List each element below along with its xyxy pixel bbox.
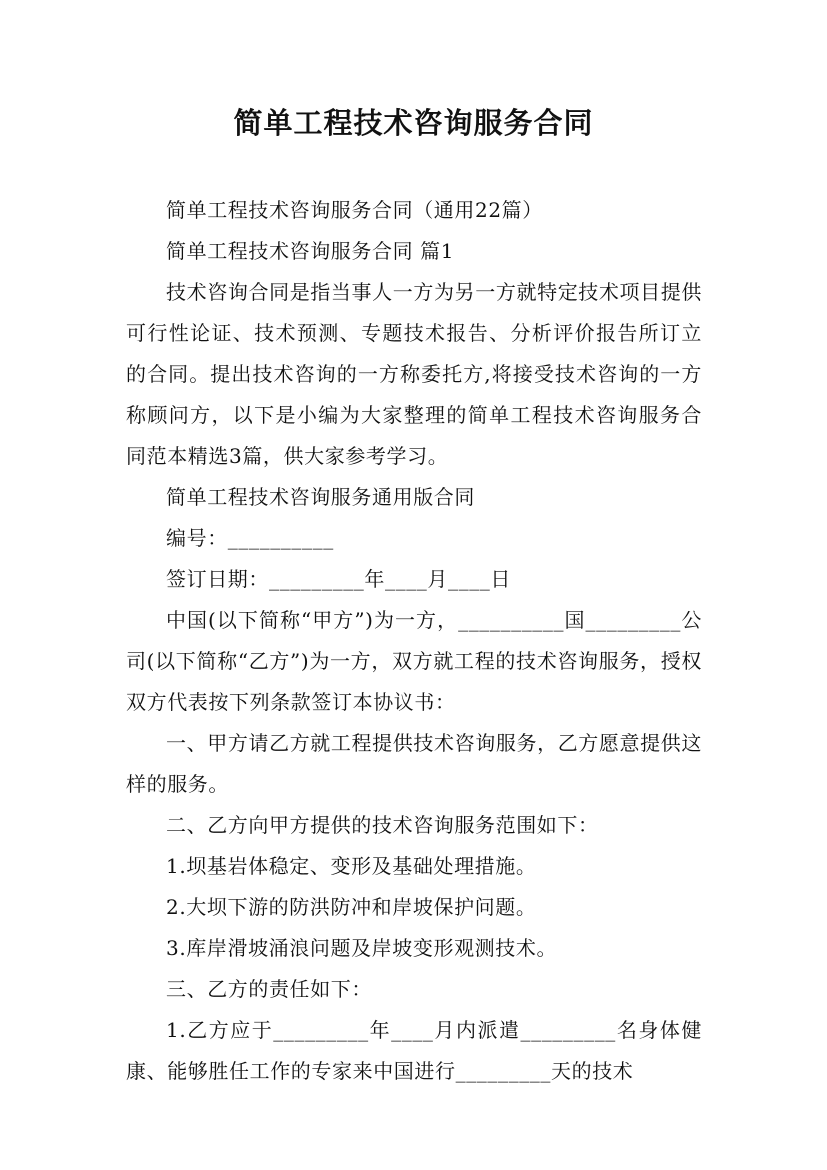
paragraph-subtitle: 简单工程技术咨询服务合同（通用22篇）	[166, 198, 543, 222]
paragraph-item-3: 3.库岸滑坡涌浪问题及岸坡变形观测技术。	[166, 936, 558, 960]
paragraph-contract-name: 简单工程技术咨询服务通用版合同	[166, 485, 475, 509]
paragraph-contract-number: 编号：__________	[166, 526, 334, 550]
paragraph-clause-3-item-1: 1.乙方应于_________年____月内派遣_________名身体健康、能够胜任工作的专家来中国进行_________天的技术	[126, 1018, 702, 1083]
paragraph-clause-2: 二、乙方向甲方提供的技术咨询服务范围如下：	[166, 813, 599, 837]
paragraph-sign-date: 签订日期：_________年____月____日	[166, 567, 511, 591]
document-title: 简单工程技术咨询服务合同	[233, 106, 594, 140]
paragraph-intro: 技术咨询合同是指当事人一方为另一方就特定技术项目提供可行性论证、技术预测、专题技术报告、分析评价报告所订立的合同。提出技术咨询的一方称委托方,将接受技术咨询的一方称顾问方，以下是小编为大家整理的简单工程技术咨询服务合同范本精选3篇，供大家参考学习。	[126, 280, 702, 468]
paragraph-section-heading: 简单工程技术咨询服务合同 篇1	[166, 239, 455, 263]
paragraph-clause-3: 三、乙方的责任如下：	[166, 977, 372, 1001]
paragraph-clause-1: 一、甲方请乙方就工程提供技术咨询服务，乙方愿意提供这样的服务。	[126, 731, 702, 796]
document-body	[126, 190, 702, 1092]
paragraph-item-1: 1.坝基岩体稳定、变形及基础处理措施。	[166, 854, 537, 878]
paragraph-parties: 中国(以下简称“甲方”)为一方，__________国_________公司(以下简称“乙方”)为一方，双方就工程的技术咨询服务，授权双方代表按下列条款签订本协议书：	[126, 608, 702, 714]
paragraph-item-2: 2.大坝下游的防洪防冲和岸坡保护问题。	[166, 895, 537, 919]
